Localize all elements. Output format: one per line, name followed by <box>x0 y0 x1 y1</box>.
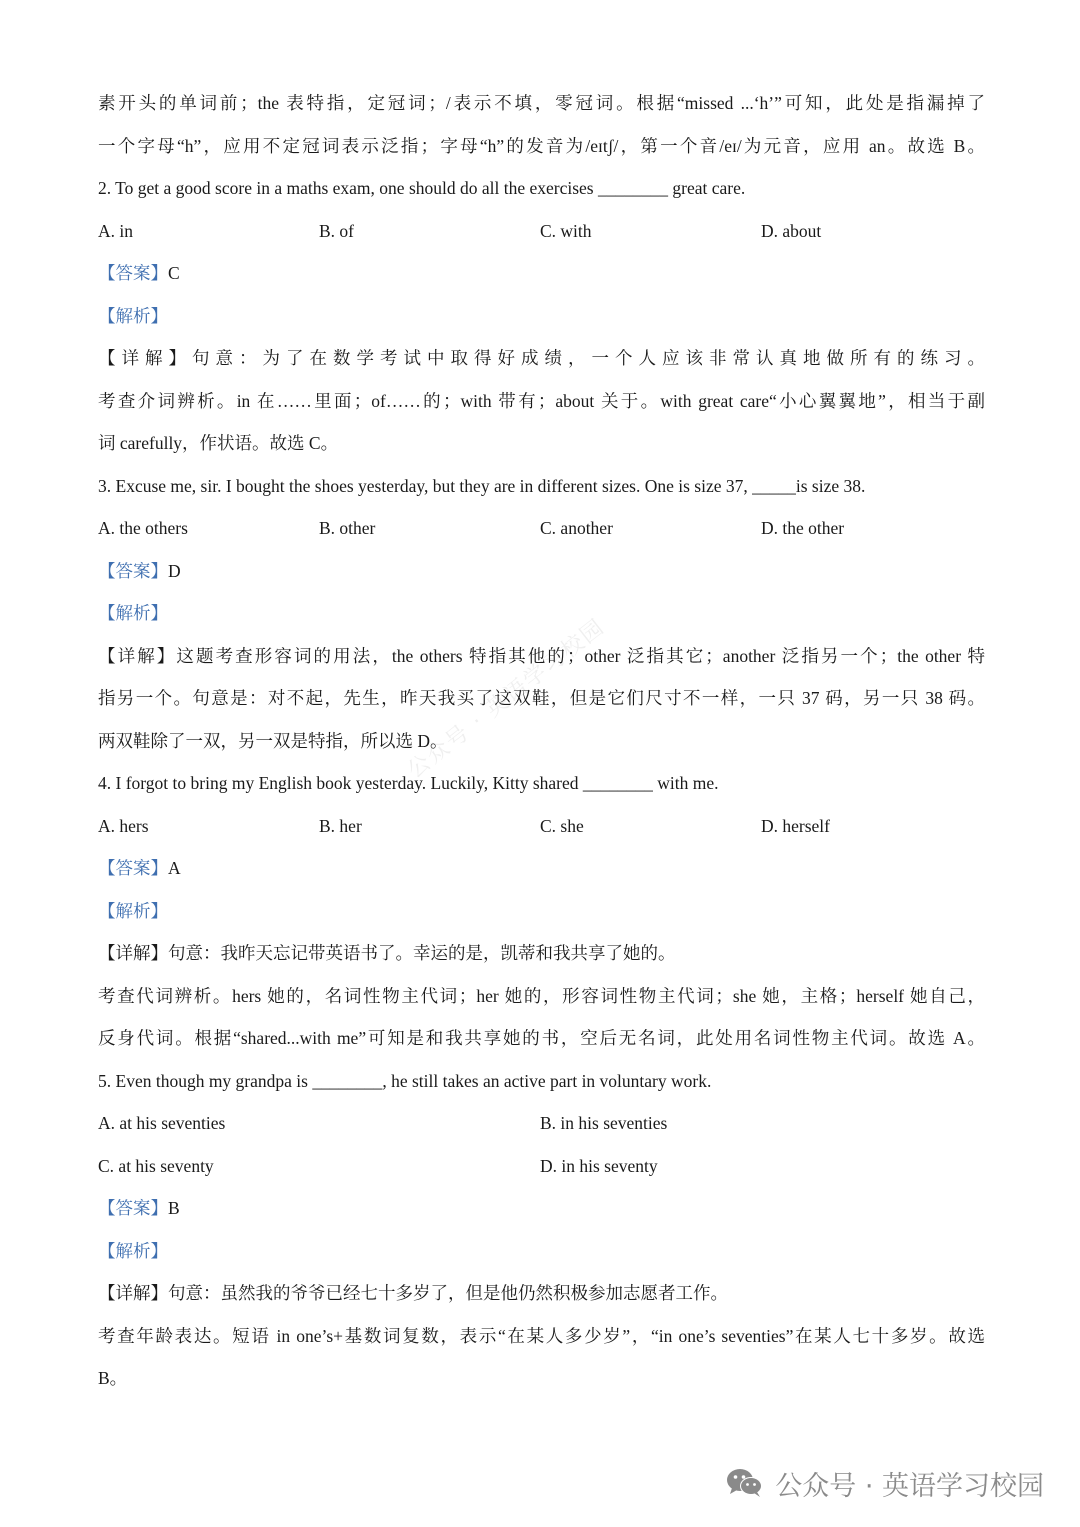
question-5-answer <box>98 1187 985 1230</box>
option-c: C. at his seventy <box>98 1155 214 1176</box>
detail-text: 句意：虽然我的爷爷已经七十多岁了，但是他仍然积极参加志愿者工作。 <box>168 1283 728 1303</box>
question-3-answer <box>98 550 985 593</box>
question-4-answer <box>98 847 985 890</box>
option-c: C. she <box>540 815 584 836</box>
analysis-label: 【解析】 <box>98 603 168 623</box>
option-c: C. with <box>540 220 592 241</box>
question-5-options-row-2 <box>98 1145 985 1188</box>
option-a: A. in <box>98 220 133 241</box>
detail-line: 指另一个。句意是：对不起，先生，昨天我买了这双鞋，但是它们尺寸不一样，一只 37 码，另一只 38 码。 <box>98 688 985 708</box>
question-2-answer <box>98 252 985 295</box>
detail-line <box>98 932 985 975</box>
option-a: A. at his seventies <box>98 1113 226 1133</box>
detail-line <box>98 1272 985 1315</box>
detail-line <box>98 337 985 380</box>
footer-watermark <box>725 1462 1044 1504</box>
detail-text: 句意：为了在数学考试中取得好成绩，一个人应该非常认真地做所有的练习。 <box>192 348 985 368</box>
option-a: A. the others <box>98 518 188 538</box>
question-3-options <box>98 507 985 550</box>
option-b: B. other <box>319 518 376 538</box>
intro-line: 素开头的单词前；the 表特指，定冠词；/表示不填，零冠词。根据“missed ...‘h’”可知，此处是指漏掉了 <box>98 93 985 113</box>
option-d: D. about <box>761 220 822 241</box>
answer-value: D <box>168 560 181 581</box>
option-a: A. hers <box>98 815 149 836</box>
detail-line: B。 <box>98 1368 128 1388</box>
question-2-options <box>98 210 985 253</box>
option-c: C. another <box>540 518 613 538</box>
diagonal-watermark: 公众号 · 英语学习校园 <box>403 614 610 784</box>
option-b: B. of <box>319 220 354 241</box>
option-d: D. in his seventy <box>540 1155 658 1176</box>
detail-line <box>98 635 985 678</box>
intro-line: 一个字母“h”，应用不定冠词表示泛指；字母“h”的发音为/eɪtʃ/，第一个音/eɪ/为元音，应用 an。故选 B。 <box>98 135 985 156</box>
detail-line: 考查年龄表达。短语 in one’s+基数词复数，表示“在某人多少岁”，“in one’s seventies”在某人七十多岁。故选 <box>98 1325 985 1346</box>
answer-value: C <box>168 263 180 283</box>
analysis-label: 【解析】 <box>98 305 168 326</box>
question-5-options-row-1 <box>98 1102 985 1145</box>
question-2-stem: 2. To get a good score in a maths exam, one should do all the exercises ________ great care. <box>98 178 746 198</box>
detail-line: 两双鞋除了一双，另一双是特指，所以选 D。 <box>98 730 448 751</box>
analysis-label: 【解析】 <box>98 900 168 921</box>
option-b: B. in his seventies <box>540 1113 668 1133</box>
option-d: D. herself <box>761 815 831 836</box>
detail-label: 【详解】 <box>98 645 177 666</box>
footer-watermark-text: 公众号 · 英语学习校园 <box>775 1470 1044 1502</box>
analysis-label: 【解析】 <box>98 1240 168 1261</box>
question-3-stem: 3. Excuse me, sir. I bought the shoes yesterday, but they are in different sizes. One is size 37, _____is size 38. <box>98 475 866 496</box>
detail-line: 考查介词辨析。in 在……里面；of……的；with 带有；about 关于。with great care“小心翼翼地”，相当于副 <box>98 390 985 411</box>
option-d: D. the other <box>761 518 845 538</box>
document-page <box>98 82 985 1400</box>
question-4-options <box>98 805 985 848</box>
answer-value: A <box>168 858 181 878</box>
detail-text: 句意：我昨天忘记带英语书了。幸运的是，凯蒂和我共享了她的。 <box>168 943 676 963</box>
question-4-stem: 4. I forgot to bring my English book yesterday. Luckily, Kitty shared ________ with me. <box>98 773 719 793</box>
answer-label: 【答案】 <box>98 858 168 878</box>
wechat-icon <box>725 1466 765 1500</box>
detail-label: 【详解】 <box>98 943 168 963</box>
question-5-stem: 5. Even though my grandpa is ________, he still takes an active part in voluntary work. <box>98 1070 712 1091</box>
answer-label: 【答案】 <box>98 560 168 581</box>
detail-line: 反身代词。根据“shared...with me”可知是和我共享她的书，空后无名词，此处用名词性物主代词。故选 A。 <box>98 1028 985 1048</box>
answer-label: 【答案】 <box>98 1198 168 1218</box>
detail-label: 【详解】 <box>98 348 192 368</box>
answer-label: 【答案】 <box>98 263 168 283</box>
option-b: B. her <box>319 815 362 836</box>
detail-label: 【详解】 <box>98 1283 168 1303</box>
answer-value: B <box>168 1198 180 1218</box>
detail-line: 考查代词辨析。hers 她的，名词性物主代词；her 她的，形容词性物主代词；she 她，主格；herself 她自己， <box>98 985 985 1006</box>
detail-line: 词 carefully，作状语。故选 C。 <box>98 433 339 453</box>
detail-text: 这题考查形容词的用法，the others 特指其他的；other 泛指其它；another 泛指另一个；the other 特 <box>176 645 985 666</box>
